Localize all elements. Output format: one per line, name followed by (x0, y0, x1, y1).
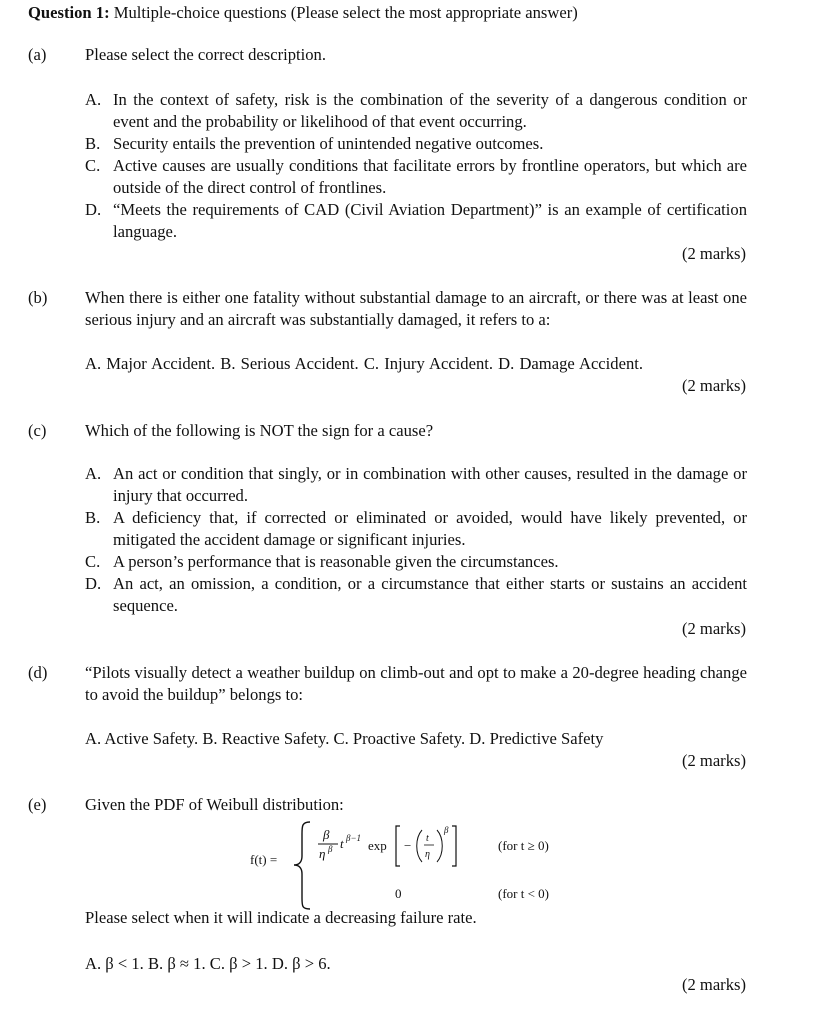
question-c-label: (c) (28, 421, 47, 440)
question-c-marks: (2 marks) (681, 619, 746, 638)
option-a-C: C. Active causes are usually conditions that facilitate errors by frontline operators, but which are outside of the direct control of frontlines. (85, 156, 747, 197)
question-e-label: (e) (28, 795, 47, 814)
formula-t-exponent: β−1 (346, 833, 362, 843)
formula-minus: − (404, 838, 412, 853)
question-b-text: When there is either one fatality without substantial damage to an aircraft, or there was at least one serious injury and an aircraft was substantially damaged, it refers to a: (85, 288, 747, 329)
question-c-text: Which of the following is NOT the sign for a cause? (85, 421, 434, 440)
question-e-prompt: Please select when it will indicate a decreasing failure rate. (85, 908, 477, 927)
question-e-marks: (2 marks) (681, 975, 746, 994)
option-c-B: B. A deficiency that, if corrected or eliminated or avoided, would have likely prevented, or mitigated the accident damage or significant injuries. (85, 508, 747, 549)
piecewise-brace (294, 822, 310, 909)
question-b-options: A. Major Accident. B. Serious Accident. C. Injury Accident. D. Damage Accident. (85, 354, 644, 373)
formula-exp: exp (368, 838, 387, 853)
left-bracket (396, 826, 400, 866)
question-a-marks: (2 marks) (681, 244, 746, 263)
left-paren (417, 830, 422, 862)
option-a-A: A. In the context of safety, risk is the combination of the severity of a dangerous condition or event and the probability or likelihood of that event occurring. (85, 90, 747, 131)
question-instruction: Multiple-choice questions (Please select the most appropriate answer) (109, 3, 578, 22)
option-c-D: D. An act, an omission, a condition, or a circumstance that either starts or sustains an accident sequence. (85, 574, 747, 615)
option-c-C: C. A person’s performance that is reasonable given the circumstances. (85, 552, 559, 571)
right-bracket (452, 826, 456, 866)
question-d-marks: (2 marks) (681, 751, 746, 770)
option-c-A: A. An act or condition that singly, or in combination with other causes, resulted in the damage or injury that occurred. (85, 464, 747, 505)
question-d-text: “Pilots visually detect a weather buildup on climb-out and opt to make a 20-degree heading change to avoid the buildup” belongs to: (85, 663, 747, 704)
formula-beta: β (323, 827, 330, 842)
question-heading (28, 2, 578, 24)
question-a-options (85, 89, 747, 243)
option-a-B: B. Security entails the prevention of unintended negative outcomes. (85, 134, 544, 153)
question-a-label: (a) (28, 45, 47, 64)
question-e-text: Given the PDF of Weibull distribution: (85, 795, 344, 814)
formula-case-1: (for t ≥ 0) (498, 838, 549, 853)
formula-eta-inner: η (425, 849, 430, 860)
formula-outer-exponent: β (444, 825, 449, 835)
formula-t-numerator: t (426, 833, 429, 844)
question-d-options: A. Active Safety. B. Reactive Safety. C. Proactive Safety. D. Predictive Safety (85, 729, 604, 748)
question-b-marks: (2 marks) (681, 376, 746, 395)
formula-eta-exponent: β (328, 844, 333, 854)
formula-t: t (340, 836, 344, 851)
weibull-pdf-formula (250, 820, 630, 910)
question-e-options: A. β < 1. B. β ≈ 1. C. β > 1. D. β > 6. (85, 954, 331, 973)
formula-lhs: f(t) = (250, 852, 278, 867)
formula-case-2: (for t < 0) (498, 886, 550, 901)
question-c-options (85, 463, 747, 617)
formula-eta-denominator: η (319, 846, 326, 861)
option-a-D: D. “Meets the requirements of CAD (Civil Aviation Department)” is an example of certification language. (85, 200, 747, 241)
question-b-label: (b) (28, 288, 48, 307)
question-a-text: Please select the correct description. (85, 45, 326, 64)
right-paren (437, 830, 442, 862)
question-d-label: (d) (28, 663, 48, 682)
question-number: Question 1: (28, 3, 110, 22)
formula-zero: 0 (395, 886, 402, 901)
